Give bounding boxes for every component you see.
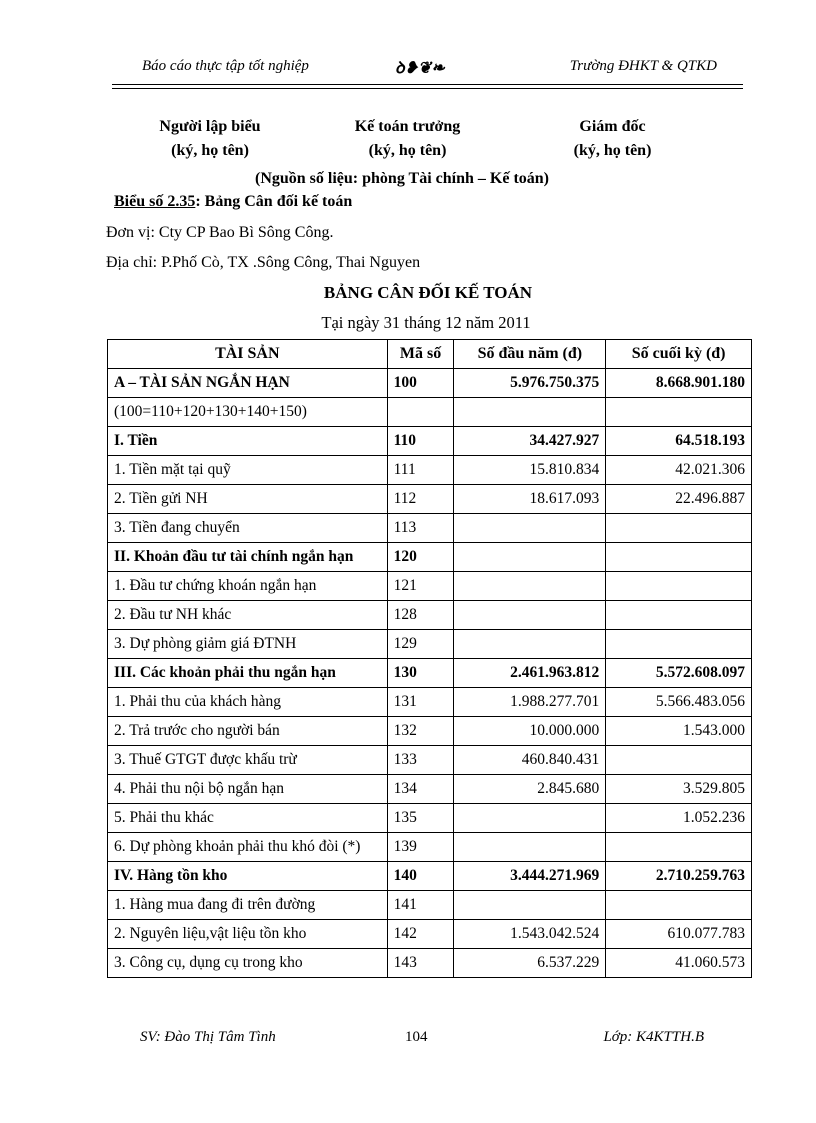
cell-code	[387, 398, 454, 427]
cell-closing: 22.496.887	[606, 485, 752, 514]
cell-opening	[454, 891, 606, 920]
cell-closing: 610.077.783	[606, 920, 752, 949]
header-right: Trường ĐHKT & QTKD	[569, 58, 717, 74]
signature-sub: (ký, họ tên)	[171, 142, 249, 159]
cell-code: 130	[387, 659, 454, 688]
cell-opening	[454, 514, 606, 543]
cell-code: 128	[387, 601, 454, 630]
cell-closing	[606, 833, 752, 862]
cell-code: 110	[387, 427, 454, 456]
cell-code: 134	[387, 775, 454, 804]
cell-asset: IV. Hàng tồn kho	[108, 862, 388, 891]
header-rule-bottom	[112, 88, 743, 89]
cell-opening	[454, 804, 606, 833]
signature-sub: (ký, họ tên)	[368, 142, 447, 159]
table-row	[108, 920, 752, 949]
cell-closing	[606, 746, 752, 775]
table-row	[108, 601, 752, 630]
balance-sheet-table	[107, 339, 752, 978]
col-header-asset: TÀI SẢN	[108, 340, 388, 369]
document-date: Tại ngày 31 tháng 12 năm 2011	[321, 313, 531, 332]
cell-closing: 2.710.259.763	[606, 862, 752, 891]
cell-asset: III. Các khoản phải thu ngắn hạn	[108, 659, 388, 688]
form-caption	[114, 193, 352, 211]
table-row	[108, 717, 752, 746]
table-row	[108, 833, 752, 862]
table-row	[108, 572, 752, 601]
table-row	[108, 659, 752, 688]
header-left: Báo cáo thực tập tốt nghiệp	[142, 58, 309, 74]
table-row	[108, 398, 752, 427]
footer-class: Lớp: K4KTTH.B	[603, 1029, 704, 1045]
cell-code: 141	[387, 891, 454, 920]
cell-opening: 34.427.927	[454, 427, 606, 456]
cell-opening: 6.537.229	[454, 949, 606, 978]
cell-asset: 2. Tiền gửi NH	[108, 485, 388, 514]
cell-closing: 1.543.000	[606, 717, 752, 746]
cell-closing: 41.060.573	[606, 949, 752, 978]
cell-code: 121	[387, 572, 454, 601]
cell-asset: 2. Trả trước cho người bán	[108, 717, 388, 746]
cell-code: 143	[387, 949, 454, 978]
cell-closing: 3.529.805	[606, 775, 752, 804]
cell-asset: 1. Hàng mua đang đi trên đường	[108, 891, 388, 920]
table-row	[108, 514, 752, 543]
col-header-closing: Số cuối kỳ (đ)	[606, 340, 752, 369]
form-title: : Bảng Cân đối kế toán	[195, 193, 353, 210]
cell-asset: 2. Đầu tư NH khác	[108, 601, 388, 630]
signature-sub: (ký, họ tên)	[573, 142, 652, 159]
table-row	[108, 775, 752, 804]
cell-closing	[606, 514, 752, 543]
table-row	[108, 891, 752, 920]
table-row	[108, 862, 752, 891]
cell-code: 140	[387, 862, 454, 891]
page-header	[142, 58, 717, 80]
cell-asset: A – TÀI SẢN NGẮN HẠN	[108, 369, 388, 398]
cell-asset: 3. Dự phòng giảm giá ĐTNH	[108, 630, 388, 659]
cell-code: 120	[387, 543, 454, 572]
header-rule-top	[112, 84, 743, 85]
cell-closing	[606, 398, 752, 427]
cell-code: 111	[387, 456, 454, 485]
cell-asset: 1. Đầu tư chứng khoán ngắn hạn	[108, 572, 388, 601]
cell-code: 135	[387, 804, 454, 833]
signature-title: Giám đốc	[579, 118, 646, 135]
cell-opening: 15.810.834	[454, 456, 606, 485]
cell-code: 133	[387, 746, 454, 775]
cell-opening	[454, 630, 606, 659]
cell-opening	[454, 601, 606, 630]
cell-opening: 2.845.680	[454, 775, 606, 804]
cell-code: 100	[387, 369, 454, 398]
cell-opening	[454, 833, 606, 862]
cell-asset: I. Tiền	[108, 427, 388, 456]
cell-asset: 3. Thuế GTGT được khấu trừ	[108, 746, 388, 775]
table-row	[108, 746, 752, 775]
cell-closing: 64.518.193	[606, 427, 752, 456]
unit-line: Đơn vị: Cty CP Bao Bì Sông Công.	[106, 224, 334, 241]
cell-opening: 1.988.277.701	[454, 688, 606, 717]
cell-closing: 5.572.608.097	[606, 659, 752, 688]
table-row	[108, 949, 752, 978]
table-row	[108, 688, 752, 717]
cell-closing	[606, 601, 752, 630]
cell-asset: 3. Tiền đang chuyển	[108, 514, 388, 543]
footer-page-number: 104	[405, 1029, 428, 1045]
cell-closing: 42.021.306	[606, 456, 752, 485]
cell-asset: 4. Phải thu nội bộ ngắn hạn	[108, 775, 388, 804]
cell-opening: 18.617.093	[454, 485, 606, 514]
cell-opening: 10.000.000	[454, 717, 606, 746]
cell-closing	[606, 630, 752, 659]
cell-closing	[606, 572, 752, 601]
cell-asset: II. Khoản đầu tư tài chính ngắn hạn	[108, 543, 388, 572]
signature-preparer	[140, 118, 280, 160]
table-row	[108, 485, 752, 514]
form-label: Biểu số 2.35	[114, 193, 196, 210]
document-title: BẢNG CÂN ĐỐI KẾ TOÁN	[323, 283, 533, 302]
cell-asset: (100=110+120+130+140+150)	[108, 398, 388, 427]
table-row	[108, 804, 752, 833]
cell-closing	[606, 891, 752, 920]
cell-opening: 5.976.750.375	[454, 369, 606, 398]
cell-code: 129	[387, 630, 454, 659]
cell-closing: 5.566.483.056	[606, 688, 752, 717]
address-line: Địa chỉ: P.Phố Cò, TX .Sông Công, Thai Nguyen	[106, 254, 421, 271]
cell-opening: 460.840.431	[454, 746, 606, 775]
cell-opening: 1.543.042.524	[454, 920, 606, 949]
table-row	[108, 630, 752, 659]
cell-code: 139	[387, 833, 454, 862]
cell-opening	[454, 398, 606, 427]
col-header-opening: Số đầu năm (đ)	[454, 340, 606, 369]
cell-code: 113	[387, 514, 454, 543]
cell-opening: 2.461.963.812	[454, 659, 606, 688]
signature-director	[550, 118, 675, 160]
cell-asset: 5. Phải thu khác	[108, 804, 388, 833]
col-header-code: Mã số	[387, 340, 454, 369]
table-row	[108, 543, 752, 572]
signature-title: Kế toán trưởng	[354, 118, 461, 135]
table-row	[108, 456, 752, 485]
cell-asset: 1. Phải thu của khách hàng	[108, 688, 388, 717]
cell-closing: 8.668.901.180	[606, 369, 752, 398]
signature-chief-accountant	[335, 118, 480, 160]
table-row	[108, 427, 752, 456]
cell-closing	[606, 543, 752, 572]
cell-opening	[454, 572, 606, 601]
table-header-row	[108, 340, 752, 369]
cell-opening: 3.444.271.969	[454, 862, 606, 891]
header-ornament: ꝺ❥❦❧	[395, 60, 445, 77]
cell-opening	[454, 543, 606, 572]
footer-student: SV: Đào Thị Tâm Tình	[140, 1029, 276, 1045]
cell-asset: 2. Nguyên liệu,vật liệu tồn kho	[108, 920, 388, 949]
cell-code: 142	[387, 920, 454, 949]
cell-asset: 6. Dự phòng khoản phải thu khó đòi (*)	[108, 833, 388, 862]
cell-asset: 3. Công cụ, dụng cụ trong kho	[108, 949, 388, 978]
cell-asset: 1. Tiền mặt tại quỹ	[108, 456, 388, 485]
cell-code: 112	[387, 485, 454, 514]
cell-code: 131	[387, 688, 454, 717]
source-note: (Nguồn số liệu: phòng Tài chính – Kế toán)	[255, 170, 549, 187]
cell-closing: 1.052.236	[606, 804, 752, 833]
cell-code: 132	[387, 717, 454, 746]
signature-title: Người lập biểu	[159, 118, 261, 135]
table-row	[108, 369, 752, 398]
